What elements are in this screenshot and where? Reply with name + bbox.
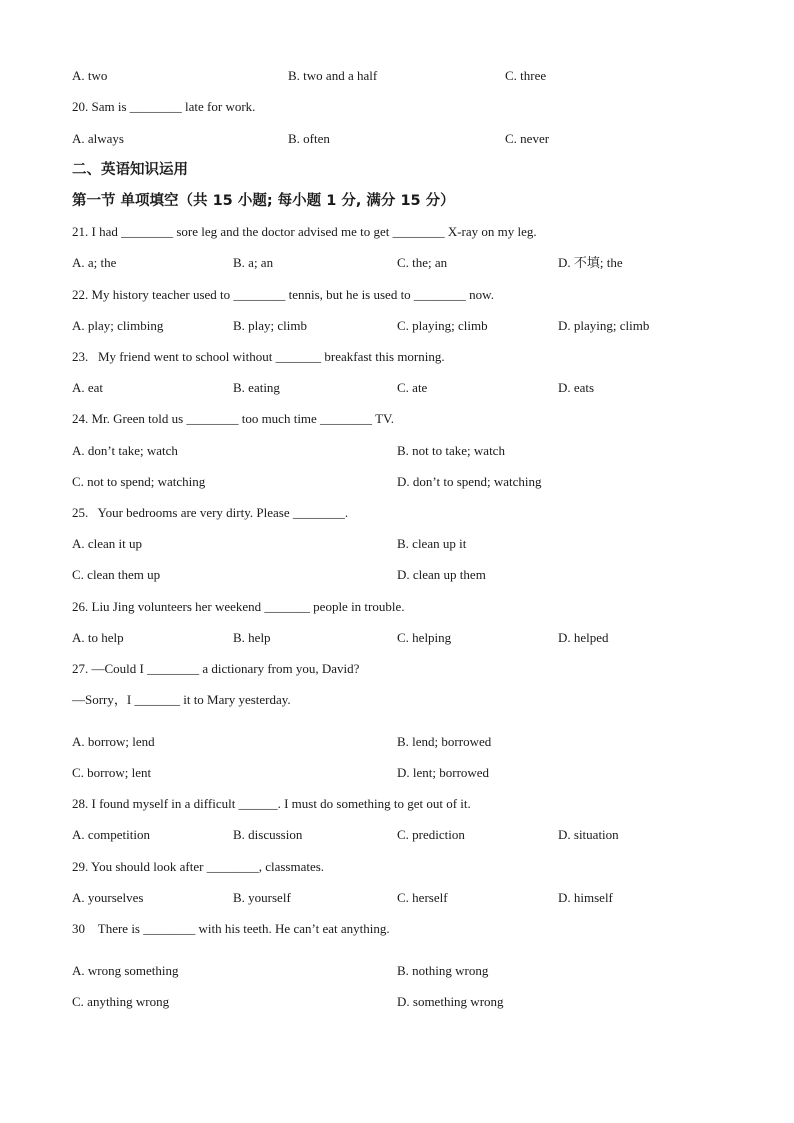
q23-option-d[interactable]: D. eats [558, 380, 595, 395]
q30-option-c[interactable]: C. anything wrong [72, 994, 170, 1009]
q30-option-d[interactable]: D. something wrong [397, 994, 504, 1009]
q23-stem: 23. My friend went to school without _______ breakfast this morning. [72, 349, 445, 364]
q22-option-c[interactable]: C. playing; climb [397, 318, 488, 333]
q26-option-c[interactable]: C. helping [397, 630, 452, 645]
q22-option-b[interactable]: B. play; climb [233, 318, 308, 333]
q30-option-b[interactable]: B. nothing wrong [397, 963, 489, 978]
q24-option-a[interactable]: A. don’t take; watch [72, 443, 178, 458]
q24-stem: 24. Mr. Green told us ________ too much time ________ TV. [72, 411, 394, 426]
q28-option-d[interactable]: D. situation [558, 827, 619, 842]
q26-option-a[interactable]: A. to help [72, 630, 124, 645]
q28-stem: 28. I found myself in a difficult ______. I must do something to get out of it. [72, 796, 471, 811]
q27-option-b[interactable]: B. lend; borrowed [397, 734, 492, 749]
q25-option-b[interactable]: B. clean up it [397, 536, 467, 551]
q21-option-b[interactable]: B. a; an [233, 255, 274, 270]
q22-option-a[interactable]: A. play; climbing [72, 318, 164, 333]
q20-option-c[interactable]: C. never [505, 131, 550, 146]
q25-stem: 25. Your bedrooms are very dirty. Please ________. [72, 505, 349, 520]
q24-option-b[interactable]: B. not to take; watch [397, 443, 505, 458]
part-title: 二、英语知识运用 [72, 162, 188, 178]
q21-option-c[interactable]: C. the; an [397, 255, 448, 270]
q20-option-a[interactable]: A. always [72, 131, 124, 146]
q26-option-b[interactable]: B. help [233, 630, 271, 645]
q21-option-a[interactable]: A. a; the [72, 255, 117, 270]
q25-option-c[interactable]: C. clean them up [72, 567, 161, 582]
q26-stem: 26. Liu Jing volunteers her weekend _______ people in trouble. [72, 599, 405, 614]
q29-option-d[interactable]: D. himself [558, 890, 613, 905]
q28-option-b[interactable]: B. discussion [233, 827, 303, 842]
q21-stem: 21. I had ________ sore leg and the doctor advised me to get ________ X-ray on my leg. [72, 224, 537, 239]
q29-stem: 29. You should look after ________, classmates. [72, 859, 325, 874]
q24-option-c[interactable]: C. not to spend; watching [72, 474, 206, 489]
q30-stem: 30 There is ________ with his teeth. He can’t eat anything. [72, 921, 390, 936]
q23-option-c[interactable]: C. ate [397, 380, 428, 395]
q22-option-d[interactable]: D. playing; climb [558, 318, 650, 333]
q26-option-d[interactable]: D. helped [558, 630, 609, 645]
q19-option-b[interactable]: B. two and a half [288, 68, 378, 83]
q27-option-a[interactable]: A. borrow; lend [72, 734, 155, 749]
q29-option-a[interactable]: A. yourselves [72, 890, 144, 905]
q23-option-b[interactable]: B. eating [233, 380, 280, 395]
q27-option-d[interactable]: D. lent; borrowed [397, 765, 490, 780]
q25-option-a[interactable]: A. clean it up [72, 536, 143, 551]
q22-stem: 22. My history teacher used to ________ tennis, but he is used to ________ now. [72, 287, 494, 302]
q19-option-a[interactable]: A. two [72, 68, 108, 83]
q27-stem: 27. —Could I ________ a dictionary from you, David? [72, 661, 360, 676]
q30-option-a[interactable]: A. wrong something [72, 963, 179, 978]
q29-option-c[interactable]: C. herself [397, 890, 448, 905]
q25-option-d[interactable]: D. clean up them [397, 567, 486, 582]
q20-option-b[interactable]: B. often [288, 131, 330, 146]
q29-option-b[interactable]: B. yourself [233, 890, 291, 905]
q23-option-a[interactable]: A. eat [72, 380, 104, 395]
q27-option-c[interactable]: C. borrow; lent [72, 765, 152, 780]
q20-stem: 20. Sam is ________ late for work. [72, 99, 256, 114]
section-title: 第一节 单项填空（共 15 小题; 每小题 1 分, 满分 15 分） [72, 193, 455, 209]
q27-stem-reply: —Sorry，I _______ it to Mary yesterday. [72, 692, 291, 707]
q24-option-d[interactable]: D. don’t to spend; watching [397, 474, 542, 489]
q28-option-c[interactable]: C. prediction [397, 827, 465, 842]
q19-option-c[interactable]: C. three [505, 68, 547, 83]
q28-option-a[interactable]: A. competition [72, 827, 150, 842]
q21-option-d[interactable]: D. 不填; the [558, 255, 623, 270]
